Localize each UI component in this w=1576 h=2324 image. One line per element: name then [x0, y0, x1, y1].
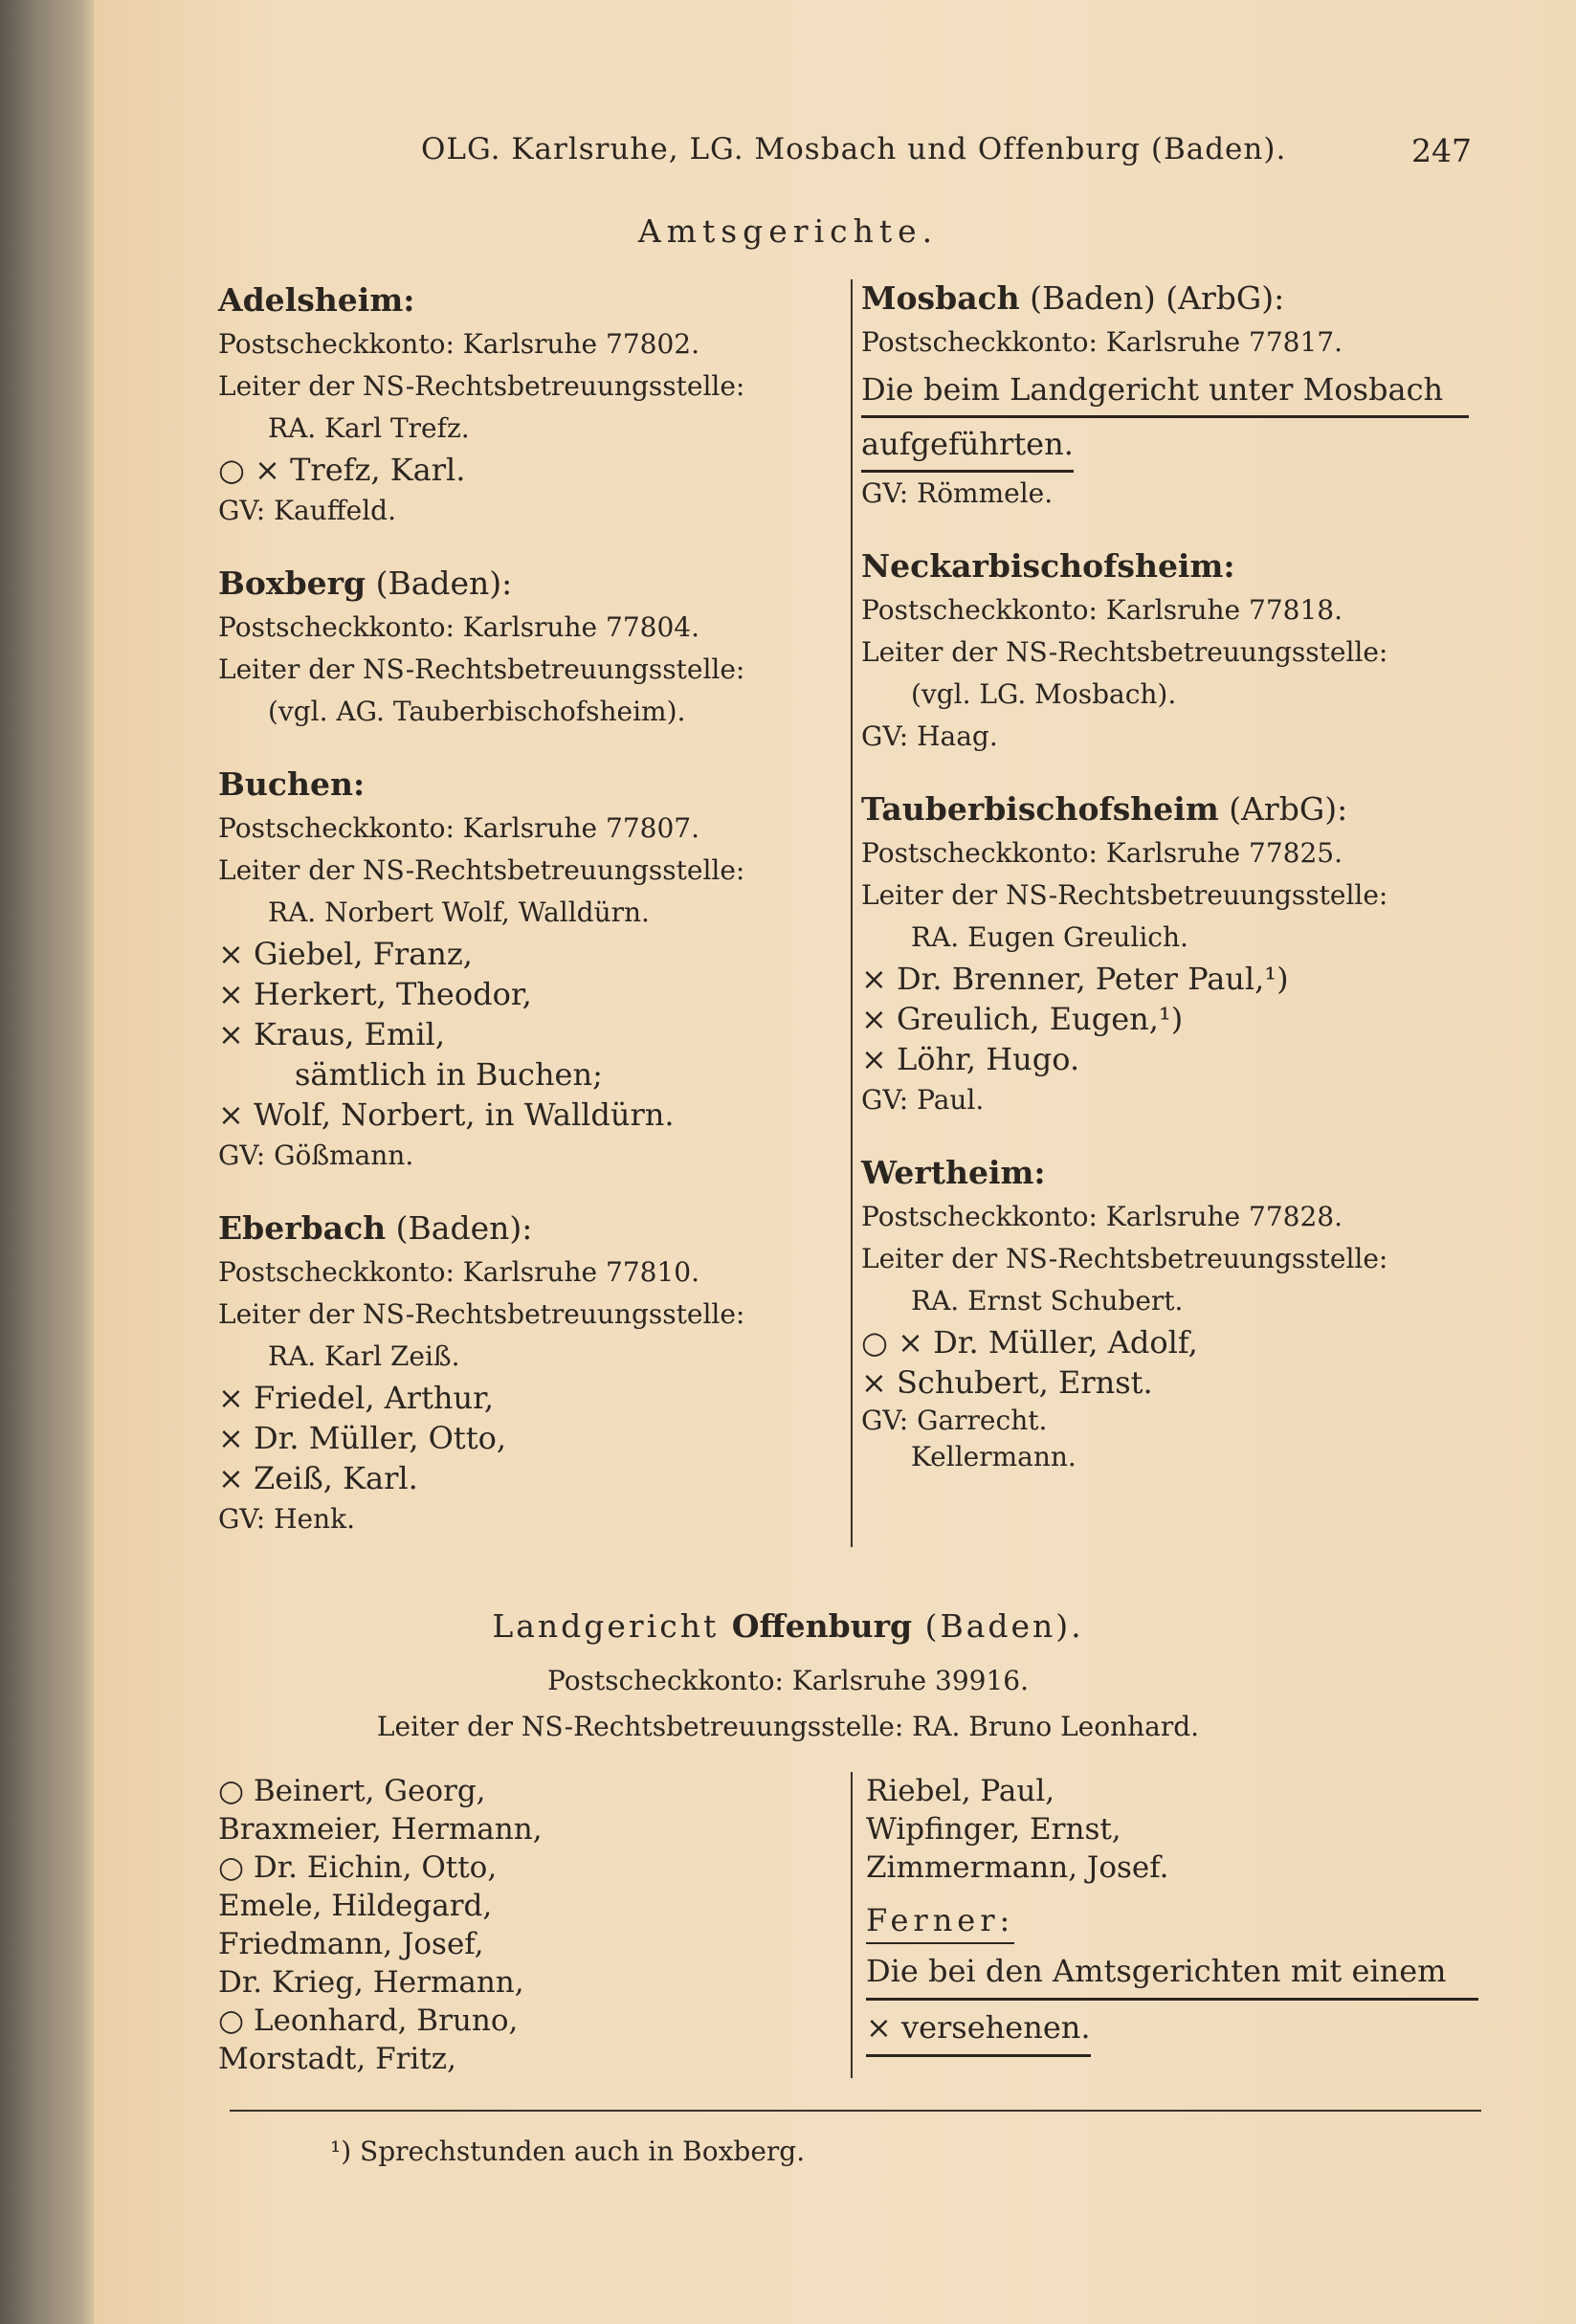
- lawyer-entry: × Herkert, Theodor,: [218, 976, 532, 1012]
- court-entry-boxberg: [218, 561, 831, 733]
- ferner-note: × versehenen.: [866, 2001, 1091, 2057]
- court-entry-buchen: [218, 762, 831, 1177]
- landgericht-postscheck: Postscheckkonto: Karlsruhe 39916.: [546, 1665, 1029, 1696]
- court-heading: [218, 277, 831, 323]
- court-heading: [218, 561, 831, 607]
- footnote-rule: [230, 2110, 1481, 2112]
- court-name: Neckarbischofsheim:: [861, 547, 1235, 585]
- lawyer-entry: × Giebel, Franz,: [218, 936, 473, 972]
- court-heading: [861, 543, 1474, 589]
- lawyer-entry: ○ Beinert, Georg,: [218, 1774, 486, 1808]
- leiter-label: Leiter der NS-Rechtsbetreuungsstelle:: [861, 636, 1388, 668]
- list-divider: [851, 1772, 853, 2078]
- leiter-name: (vgl. AG. Tauberbischofsheim).: [268, 696, 686, 727]
- court-heading: [861, 276, 1474, 321]
- leiter-name: RA. Karl Zeiß.: [268, 1340, 460, 1372]
- leiter-name: RA. Ernst Schubert.: [911, 1285, 1184, 1317]
- lawyer-entry: × Löhr, Hugo.: [861, 1041, 1080, 1077]
- court-heading: [861, 1150, 1474, 1196]
- gv-line: GV: Kauffeld.: [218, 495, 396, 526]
- landgericht-names-right: [866, 1772, 1478, 2057]
- book-spine-edge: [0, 0, 94, 2324]
- lawyer-entry: × Wolf, Norbert, in Walldürn.: [218, 1096, 675, 1133]
- leiter-name: RA. Eugen Greulich.: [911, 921, 1188, 953]
- postscheck-line: Postscheckkonto: Karlsruhe 77825.: [861, 837, 1343, 869]
- court-entry-eberbach: [218, 1206, 831, 1540]
- leiter-name: RA. Karl Trefz.: [268, 412, 470, 444]
- lawyer-entry: Zimmermann, Josef.: [866, 1850, 1169, 1885]
- lawyer-entry: Wipfinger, Ernst,: [866, 1812, 1121, 1847]
- court-suffix: (ArbG):: [1218, 790, 1348, 828]
- right-column: [861, 276, 1474, 1504]
- leiter-label: Leiter der NS-Rechtsbetreuungsstelle:: [218, 370, 745, 402]
- lawyer-entry: ○ × Trefz, Karl.: [218, 452, 466, 488]
- reference-note: aufgeführten.: [861, 418, 1074, 473]
- lawyer-entry: × Greulich, Eugen,¹): [861, 1001, 1184, 1037]
- lawyer-entry: ○ Leonhard, Bruno,: [218, 2003, 519, 2038]
- landgericht-prefix: Landgericht: [492, 1607, 732, 1645]
- leiter-name: RA. Norbert Wolf, Walldürn.: [268, 896, 650, 928]
- lawyer-entry: Riebel, Paul,: [866, 1774, 1055, 1808]
- landgericht-name: Offenburg: [731, 1607, 913, 1645]
- court-entry-neckarbischofsheim: [861, 543, 1474, 758]
- gv-line-continued: Kellermann.: [911, 1441, 1077, 1472]
- left-column: [218, 277, 831, 1569]
- postscheck-line: Postscheckkonto: Karlsruhe 77810.: [218, 1256, 700, 1288]
- leiter-label: Leiter der NS-Rechtsbetreuungsstelle:: [861, 879, 1388, 911]
- court-suffix: (Baden):: [386, 1209, 533, 1247]
- gv-line: GV: Gößmann.: [218, 1140, 414, 1171]
- running-header: OLG. Karlsruhe, LG. Mosbach und Offenburg (Baden).: [421, 132, 1287, 166]
- gv-line: GV: Henk.: [218, 1503, 355, 1535]
- gv-line: GV: Haag.: [861, 720, 998, 752]
- court-heading: [861, 786, 1474, 832]
- gv-line: GV: Römmele.: [861, 477, 1054, 509]
- lawyer-entry: ○ × Dr. Müller, Adolf,: [861, 1324, 1198, 1361]
- lawyer-note: sämtlich in Buchen;: [295, 1056, 603, 1093]
- lawyer-entry: ○ Dr. Eichin, Otto,: [218, 1850, 498, 1885]
- landgericht-leiter: Leiter der NS-Rechtsbetreuungsstelle: RA. Bruno Leonhard.: [376, 1711, 1200, 1742]
- court-entry-tauberbischofsheim: [861, 786, 1474, 1121]
- lawyer-entry: Emele, Hildegard,: [218, 1889, 493, 1923]
- court-entry-mosbach: [861, 276, 1474, 515]
- court-name: Buchen:: [218, 765, 366, 803]
- leiter-label: Leiter der NS-Rechtsbetreuungsstelle:: [218, 854, 745, 886]
- court-suffix: (Baden) (ArbG):: [1019, 279, 1285, 317]
- postscheck-line: Postscheckkonto: Karlsruhe 77817.: [861, 326, 1343, 358]
- landgericht-suffix: (Baden).: [912, 1607, 1084, 1645]
- lawyer-entry: Braxmeier, Hermann,: [218, 1812, 543, 1847]
- lawyer-entry: Dr. Krieg, Hermann,: [218, 1965, 524, 2000]
- court-suffix: (Baden):: [366, 564, 513, 602]
- reference-note: Die beim Landgericht unter Mosbach: [861, 364, 1469, 418]
- postscheck-line: Postscheckkonto: Karlsruhe 77802.: [218, 328, 700, 360]
- postscheck-line: Postscheckkonto: Karlsruhe 77818.: [861, 594, 1343, 626]
- court-name: Tauberbischofsheim: [861, 790, 1219, 828]
- leiter-name: (vgl. LG. Mosbach).: [911, 678, 1177, 710]
- lawyer-entry: × Dr. Brenner, Peter Paul,¹): [861, 961, 1289, 997]
- lawyer-entry: × Zeiß, Karl.: [218, 1460, 418, 1496]
- gv-line: GV: Garrecht.: [861, 1405, 1048, 1436]
- lawyer-entry: × Schubert, Ernst.: [861, 1364, 1153, 1401]
- gv-line: GV: Paul.: [861, 1084, 985, 1116]
- court-heading: [218, 1206, 831, 1251]
- postscheck-line: Postscheckkonto: Karlsruhe 77828.: [861, 1201, 1343, 1232]
- ferner-note: Die bei den Amtsgerichten mit einem: [866, 1944, 1478, 2001]
- court-name: Wertheim:: [861, 1154, 1046, 1191]
- section-title: Amtsgerichte.: [637, 212, 939, 250]
- lawyer-entry: × Kraus, Emil,: [218, 1016, 445, 1052]
- lawyer-entry: × Dr. Müller, Otto,: [218, 1420, 507, 1456]
- lawyer-entry: Friedmann, Josef,: [218, 1927, 484, 1961]
- postscheck-line: Postscheckkonto: Karlsruhe 77804.: [218, 611, 700, 643]
- court-entry-wertheim: [861, 1150, 1474, 1475]
- page-number: 247: [1411, 132, 1472, 169]
- leiter-label: Leiter der NS-Rechtsbetreuungsstelle:: [218, 1298, 745, 1330]
- lawyer-entry: Morstadt, Fritz,: [218, 2042, 456, 2076]
- leiter-label: Leiter der NS-Rechtsbetreuungsstelle:: [861, 1243, 1388, 1274]
- lawyer-entry: × Friedel, Arthur,: [218, 1380, 495, 1416]
- leiter-label: Leiter der NS-Rechtsbetreuungsstelle:: [218, 653, 745, 685]
- ferner-label: Ferner:: [866, 1898, 1014, 1944]
- footnote: ¹) Sprechstunden auch in Boxberg.: [330, 2136, 806, 2167]
- court-name: Boxberg: [218, 564, 366, 602]
- court-entry-adelsheim: [218, 277, 831, 532]
- landgericht-title: [0, 1607, 1576, 1645]
- court-name: Eberbach: [218, 1209, 387, 1247]
- court-name: Adelsheim:: [218, 281, 415, 319]
- column-divider: [851, 279, 853, 1547]
- landgericht-names-left: [218, 1772, 543, 2078]
- court-name: Mosbach: [861, 279, 1020, 317]
- court-heading: [218, 762, 831, 808]
- postscheck-line: Postscheckkonto: Karlsruhe 77807.: [218, 812, 700, 844]
